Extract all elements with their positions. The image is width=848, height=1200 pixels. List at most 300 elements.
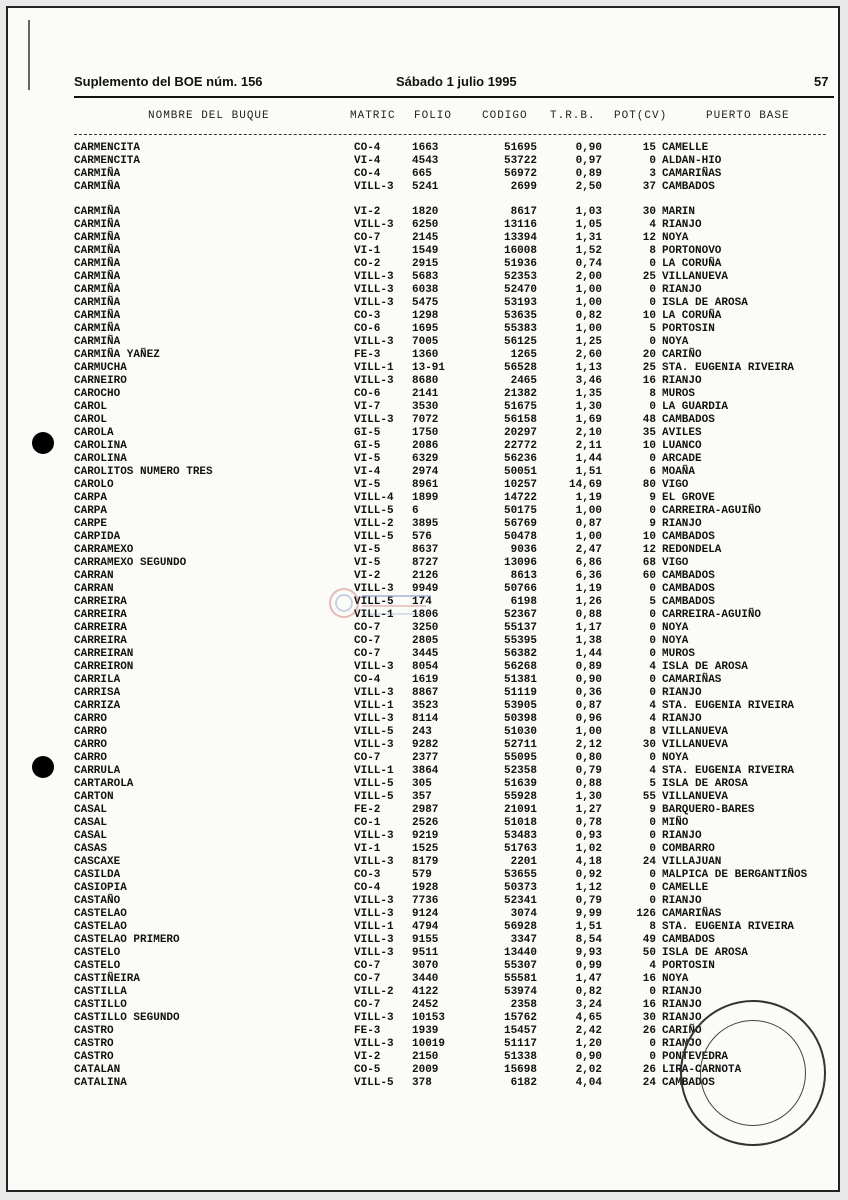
folio-cell: 8054 [412,661,439,673]
trb-cell: 0,82 [575,310,602,322]
folio-cell: 3070 [412,960,439,972]
codigo-cell: 50175 [503,505,537,517]
potencia-cell: 0 [649,622,656,634]
matricula-cell: VILL-5 [354,531,394,543]
table-row [8,155,840,168]
trb-cell: 0,87 [575,700,602,712]
trb-cell: 1,26 [575,596,602,608]
matricula-cell: VILL-5 [354,505,394,517]
matricula-cell: VILL-3 [354,1038,394,1050]
potencia-cell: 0 [649,453,656,465]
trb-cell: 1,25 [575,336,602,348]
vessel-name-cell: CASAL [74,804,108,816]
table-row [8,778,840,791]
potencia-cell: 9 [649,804,656,816]
potencia-cell: 10 [642,310,656,322]
vessel-name-cell: CARMIÑA [74,271,121,283]
codigo-cell: 53905 [503,700,537,712]
puerto-base-cell: RIANJO [662,1012,702,1024]
codigo-cell: 55383 [503,323,537,335]
potencia-cell: 60 [642,570,656,582]
codigo-cell: 53635 [503,310,537,322]
puerto-base-cell: MUROS [662,388,696,400]
codigo-cell: 2465 [510,375,537,387]
codigo-cell: 52711 [503,739,537,751]
potencia-cell: 25 [642,362,656,374]
potencia-cell: 0 [649,882,656,894]
puerto-base-cell: NOYA [662,336,689,348]
folio-cell: 2915 [412,258,439,270]
matricula-cell: CO-6 [354,388,381,400]
vessel-name-cell: CARRO [74,726,108,738]
codigo-cell: 52470 [503,284,537,296]
puerto-base-cell: CAMARIÑAS [662,168,722,180]
folio-cell: 10153 [412,1012,446,1024]
codigo-cell: 52367 [503,609,537,621]
folio-cell: 13-91 [412,362,446,374]
trb-cell: 1,35 [575,388,602,400]
folio-cell: 5241 [412,181,439,193]
folio-cell: 7005 [412,336,439,348]
vessel-name-cell: CARRAN [74,583,114,595]
codigo-cell: 55307 [503,960,537,972]
codigo-cell: 13096 [503,557,537,569]
table-row [8,181,840,194]
matricula-cell: CO-5 [354,1064,381,1076]
potencia-cell: 126 [636,908,656,920]
puerto-base-cell: RIANJO [662,219,702,231]
matricula-cell: VILL-1 [354,765,394,777]
punch-hole-icon [32,432,54,454]
punch-hole-icon [32,756,54,778]
vessel-name-cell: CARMIÑA [74,258,121,270]
trb-cell: 0,90 [575,674,602,686]
codigo-cell: 56125 [503,336,537,348]
folio-cell: 7736 [412,895,439,907]
puerto-base-cell: VIGO [662,557,689,569]
folio-cell: 2452 [412,999,439,1011]
table-row [8,973,840,986]
potencia-cell: 9 [649,492,656,504]
folio-cell: 5475 [412,297,439,309]
folio-cell: 3530 [412,401,439,413]
trb-cell: 1,27 [575,804,602,816]
codigo-cell: 56382 [503,648,537,660]
potencia-cell: 16 [642,375,656,387]
vessel-name-cell: CASTILLO [74,999,127,1011]
trb-cell: 14,69 [568,479,602,491]
puerto-base-cell: RIANJO [662,895,702,907]
vessel-name-cell: CARREIRON [74,661,134,673]
potencia-cell: 0 [649,986,656,998]
table-row [8,908,840,921]
potencia-cell: 5 [649,323,656,335]
codigo-cell: 51381 [503,674,537,686]
folio-cell: 357 [412,791,432,803]
codigo-cell: 6182 [510,1077,537,1089]
folio-cell: 8680 [412,375,439,387]
puerto-base-cell: VILLAJUAN [662,856,722,868]
puerto-base-cell: ISLA DE AROSA [662,778,748,790]
codigo-cell: 2358 [510,999,537,1011]
matricula-cell: VILL-4 [354,492,394,504]
potencia-cell: 30 [642,1012,656,1024]
vessel-name-cell: CASTIÑEIRA [74,973,141,985]
puerto-base-cell: PORTOSIN [662,960,715,972]
matricula-cell: VILL-3 [354,297,394,309]
vessel-name-cell: CASCAXE [74,856,121,868]
puerto-base-cell: CARIÑO [662,1025,702,1037]
vessel-name-cell: CARMIÑA [74,206,121,218]
scan-mark [28,20,30,90]
matricula-cell: VILL-3 [354,895,394,907]
potencia-cell: 4 [649,219,656,231]
codigo-cell: 15762 [503,1012,537,1024]
vessel-name-cell: CARMIÑA [74,310,121,322]
header-rule [74,96,834,98]
folio-cell: 9124 [412,908,439,920]
table-row [8,960,840,973]
potencia-cell: 15 [642,142,656,154]
vessel-name-cell: CARMENCITA [74,142,141,154]
table-row [8,531,840,544]
table-row [8,700,840,713]
trb-cell: 0,96 [575,713,602,725]
vessel-name-cell: CAROLO [74,479,114,491]
codigo-cell: 55581 [503,973,537,985]
matricula-cell: CO-7 [354,648,381,660]
folio-cell: 1663 [412,142,439,154]
puerto-base-cell: COMBARRO [662,843,715,855]
table-row [8,934,840,947]
codigo-cell: 1265 [510,349,537,361]
vessel-name-cell: CASTILLO SEGUNDO [74,1012,180,1024]
matricula-cell: VILL-3 [354,856,394,868]
trb-cell: 1,31 [575,232,602,244]
matricula-cell: VILL-3 [354,908,394,920]
puerto-base-cell: CARREIRA-AGUIÑO [662,609,762,621]
vessel-name-cell: CARMIÑA [74,168,121,180]
potencia-cell: 0 [649,752,656,764]
matricula-cell: VILL-5 [354,596,394,608]
folio-cell: 378 [412,1077,432,1089]
table-row [8,752,840,765]
potencia-cell: 8 [649,388,656,400]
folio-cell: 9511 [412,947,439,959]
potencia-cell: 30 [642,739,656,751]
vessel-name-cell: CASTELAO PRIMERO [74,934,180,946]
folio-cell: 3895 [412,518,439,530]
matricula-cell: VILL-3 [354,271,394,283]
potencia-cell: 0 [649,687,656,699]
puerto-base-cell: CAMBADOS [662,531,715,543]
potencia-cell: 4 [649,960,656,972]
matricula-cell: CO-7 [354,973,381,985]
folio-cell: 2974 [412,466,439,478]
table-row [8,414,840,427]
folio-cell: 1525 [412,843,439,855]
codigo-cell: 56236 [503,453,537,465]
trb-cell: 1,05 [575,219,602,231]
trb-cell: 4,65 [575,1012,602,1024]
table-row [8,168,840,181]
puerto-base-cell: LA GUARDIA [662,401,729,413]
matricula-cell: VI-2 [354,1051,381,1063]
table-row [8,362,840,375]
puerto-base-cell: NOYA [662,622,689,634]
matricula-cell: CO-7 [354,622,381,634]
potencia-cell: 8 [649,921,656,933]
matricula-cell: VILL-3 [354,830,394,842]
matricula-cell: VILL-5 [354,1077,394,1089]
trb-cell: 0,74 [575,258,602,270]
folio-cell: 8179 [412,856,439,868]
col-header-pot: POT(CV) [614,110,668,122]
puerto-base-cell: NOYA [662,232,689,244]
vessel-name-cell: CARMENCITA [74,155,141,167]
codigo-cell: 3074 [510,908,537,920]
folio-cell: 9282 [412,739,439,751]
folio-cell: 8867 [412,687,439,699]
potencia-cell: 0 [649,1038,656,1050]
matricula-cell: VI-4 [354,466,381,478]
codigo-cell: 53722 [503,155,537,167]
trb-cell: 4,18 [575,856,602,868]
vessel-name-cell: CAROLINA [74,440,127,452]
codigo-cell: 56528 [503,362,537,374]
vessel-name-cell: CARMIÑA [74,245,121,257]
puerto-base-cell: LIRA-CARNOTA [662,1064,742,1076]
table-row [8,349,840,362]
folio-cell: 6 [412,505,419,517]
potencia-cell: 35 [642,427,656,439]
puerto-base-cell: NOYA [662,752,689,764]
vessel-name-cell: CARPA [74,505,108,517]
matricula-cell: VILL-3 [354,336,394,348]
potencia-cell: 20 [642,349,656,361]
matricula-cell: VILL-3 [354,947,394,959]
folio-cell: 9155 [412,934,439,946]
folio-cell: 2126 [412,570,439,582]
table-row [8,921,840,934]
table-row [8,687,840,700]
trb-cell: 2,50 [575,181,602,193]
matricula-cell: VILL-2 [354,986,394,998]
vessel-name-cell: CARMIÑA [74,297,121,309]
folio-cell: 5683 [412,271,439,283]
matricula-cell: FE-3 [354,349,381,361]
trb-cell: 2,60 [575,349,602,361]
folio-cell: 2987 [412,804,439,816]
column-header-rule [74,134,826,135]
vessel-name-cell: CARNEIRO [74,375,127,387]
trb-cell: 2,47 [575,544,602,556]
trb-cell: 0,82 [575,986,602,998]
folio-cell: 9949 [412,583,439,595]
potencia-cell: 0 [649,609,656,621]
codigo-cell: 13116 [503,219,537,231]
puerto-base-cell: CAMBADOS [662,570,715,582]
codigo-cell: 3347 [510,934,537,946]
col-header-folio: FOLIO [414,110,453,122]
trb-cell: 0,79 [575,895,602,907]
trb-cell: 1,51 [575,466,602,478]
trb-cell: 0,97 [575,155,602,167]
matricula-cell: CO-4 [354,142,381,154]
codigo-cell: 13440 [503,947,537,959]
folio-cell: 6038 [412,284,439,296]
matricula-cell: CO-1 [354,817,381,829]
codigo-cell: 56928 [503,921,537,933]
matricula-cell: VI-4 [354,155,381,167]
trb-cell: 0,93 [575,830,602,842]
trb-cell: 6,36 [575,570,602,582]
table-row [8,947,840,960]
trb-cell: 1,52 [575,245,602,257]
trb-cell: 1,38 [575,635,602,647]
folio-cell: 8114 [412,713,439,725]
trb-cell: 0,99 [575,960,602,972]
potencia-cell: 16 [642,973,656,985]
codigo-cell: 50398 [503,713,537,725]
col-header-trb: T.R.B. [550,110,596,122]
folio-cell: 4543 [412,155,439,167]
trb-cell: 1,30 [575,401,602,413]
table-row [8,830,840,843]
puerto-base-cell: PORTOSIN [662,323,715,335]
codigo-cell: 51018 [503,817,537,829]
trb-cell: 2,10 [575,427,602,439]
folio-cell: 3250 [412,622,439,634]
puerto-base-cell: PORTONOVO [662,245,722,257]
puerto-base-cell: STA. EUGENIA RIVEIRA [662,700,795,712]
table-row [8,856,840,869]
matricula-cell: VILL-3 [354,1012,394,1024]
matricula-cell: VILL-3 [354,661,394,673]
potencia-cell: 0 [649,830,656,842]
matricula-cell: GI-5 [354,440,381,452]
trb-cell: 0,92 [575,869,602,881]
codigo-cell: 56769 [503,518,537,530]
puerto-base-cell: CAMELLE [662,882,709,894]
potencia-cell: 5 [649,778,656,790]
trb-cell: 1,17 [575,622,602,634]
trb-cell: 1,00 [575,505,602,517]
trb-cell: 1,02 [575,843,602,855]
trb-cell: 0,36 [575,687,602,699]
potencia-cell: 12 [642,544,656,556]
table-row [8,453,840,466]
vessel-name-cell: CAROL [74,401,108,413]
vessel-name-cell: CASTELAO [74,908,127,920]
codigo-cell: 52353 [503,271,537,283]
folio-cell: 7072 [412,414,439,426]
matricula-cell: VI-1 [354,843,381,855]
trb-cell: 1,44 [575,648,602,660]
vessel-name-cell: CARREIRA [74,596,127,608]
vessel-name-cell: CARPA [74,492,108,504]
vessel-name-cell: CARRAMEXO SEGUNDO [74,557,187,569]
vessel-name-cell: CARRO [74,752,108,764]
matricula-cell: CO-7 [354,635,381,647]
folio-cell: 3440 [412,973,439,985]
folio-cell: 8727 [412,557,439,569]
puerto-base-cell: CARREIRA-AGUIÑO [662,505,762,517]
vessel-name-cell: CARMUCHA [74,362,127,374]
matricula-cell: VI-5 [354,479,381,491]
puerto-base-cell: VILLANUEVA [662,739,729,751]
puerto-base-cell: CAMBADOS [662,1077,715,1089]
potencia-cell: 5 [649,596,656,608]
folio-cell: 2150 [412,1051,439,1063]
codigo-cell: 55137 [503,622,537,634]
vessel-name-cell: CARPE [74,518,108,530]
puerto-base-cell: RIANJO [662,687,702,699]
trb-cell: 1,20 [575,1038,602,1050]
puerto-base-cell: VIGO [662,479,689,491]
potencia-cell: 0 [649,674,656,686]
matricula-cell: CO-7 [354,999,381,1011]
vessel-name-cell: CATALAN [74,1064,121,1076]
codigo-cell: 56268 [503,661,537,673]
vessel-name-cell: CASAL [74,817,108,829]
stamp-inner-ring [700,1020,806,1126]
table-row [8,336,840,349]
matricula-cell: VILL-3 [354,375,394,387]
folio-cell: 1750 [412,427,439,439]
codigo-cell: 15457 [503,1025,537,1037]
puerto-base-cell: REDONDELA [662,544,722,556]
matricula-cell: VILL-3 [354,934,394,946]
potencia-cell: 55 [642,791,656,803]
codigo-cell: 50766 [503,583,537,595]
trb-cell: 9,93 [575,947,602,959]
vessel-name-cell: CARMIÑA [74,232,121,244]
matricula-cell: VILL-1 [354,609,394,621]
folio-cell: 1928 [412,882,439,894]
matricula-cell: CO-4 [354,168,381,180]
table-row [8,375,840,388]
matricula-cell: VILL-3 [354,739,394,751]
matricula-cell: VI-2 [354,570,381,582]
matricula-cell: VILL-5 [354,778,394,790]
potencia-cell: 0 [649,505,656,517]
trb-cell: 2,00 [575,271,602,283]
trb-cell: 8,54 [575,934,602,946]
table-row [8,310,840,323]
vessel-name-cell: CAROCHO [74,388,121,400]
potencia-cell: 0 [649,817,656,829]
folio-cell: 1360 [412,349,439,361]
potencia-cell: 0 [649,401,656,413]
vessel-name-cell: CARMIÑA [74,284,121,296]
matricula-cell: CO-2 [354,258,381,270]
trb-cell: 1,00 [575,726,602,738]
vessel-name-cell: CARMIÑA [74,219,121,231]
codigo-cell: 53193 [503,297,537,309]
potencia-cell: 16 [642,999,656,1011]
folio-cell: 665 [412,168,432,180]
table-row [8,726,840,739]
table-row [8,440,840,453]
potencia-cell: 50 [642,947,656,959]
trb-cell: 0,90 [575,1051,602,1063]
folio-cell: 8637 [412,544,439,556]
puerto-base-cell: RIANJO [662,375,702,387]
table-row [8,739,840,752]
codigo-cell: 21382 [503,388,537,400]
vessel-name-cell: CASTELAO [74,921,127,933]
